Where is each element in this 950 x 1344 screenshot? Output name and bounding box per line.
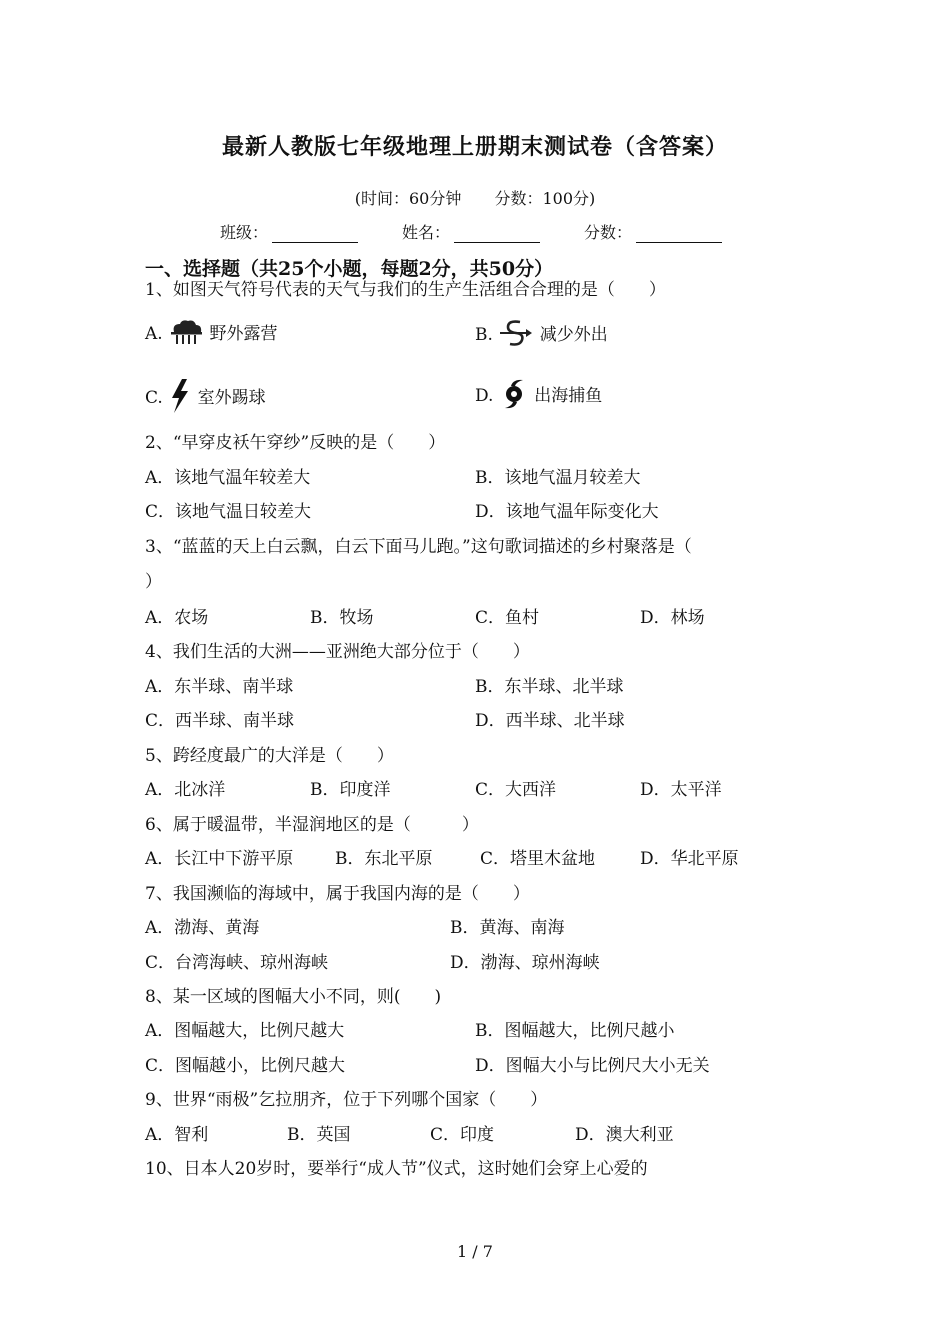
q1-option-a-letter: A.	[145, 324, 163, 344]
q6-option-a: A．长江中下游平原	[145, 849, 294, 869]
question-2: 2、“早穿皮袄午穿纱”反映的是（ ）	[145, 433, 446, 453]
q9-option-d: D．澳大利亚	[575, 1125, 674, 1145]
q1-option-c-letter: C.	[145, 388, 163, 408]
q1-option-d-letter: D.	[475, 386, 494, 406]
q1-option-b-text: 减少外出	[539, 325, 608, 345]
q2-option-d: D．该地气温年际变化大	[475, 502, 659, 522]
question-3: 3、“蓝蓝的天上白云飘，白云下面马儿跑。”这句歌词描述的乡村聚落是（	[145, 537, 692, 557]
class-label: 班级：	[220, 223, 269, 242]
question-10: 10、日本人20岁时，要举行“成人节”仪式，这时她们会穿上心爱的	[145, 1159, 648, 1179]
score-label: 分数：	[584, 223, 633, 242]
lightning-icon	[168, 378, 192, 419]
q4-option-d: D．西半球、北半球	[475, 711, 625, 731]
q8-option-c: C．图幅越小，比例尺越大	[145, 1056, 346, 1076]
q7-option-c: C．台湾海峡、琼州海峡	[145, 953, 329, 973]
class-field	[220, 220, 358, 243]
question-1: 1、如图天气符号代表的天气与我们的生产生活组合合理的是（ ）	[145, 280, 666, 300]
question-4: 4、我们生活的大洲——亚洲绝大部分位于（ ）	[145, 642, 530, 662]
q1-option-d-text: 出海捕鱼	[534, 386, 603, 406]
q1-option-b	[475, 318, 608, 353]
q1-option-d	[475, 378, 602, 415]
name-blank	[454, 224, 540, 243]
q2-option-a: A．该地气温年较差大	[145, 468, 311, 488]
page-title: 最新人教版七年级地理上册期末测试卷（含答案）	[221, 134, 728, 160]
q6-option-b: B．东北平原	[335, 849, 433, 869]
q5-option-a: A．北冰洋	[145, 780, 226, 800]
q7-option-a: A．渤海、黄海	[145, 918, 260, 938]
q8-option-d: D．图幅大小与比例尺大小无关	[475, 1056, 710, 1076]
q5-option-d: D．太平洋	[640, 780, 722, 800]
question-7: 7、我国濒临的海域中，属于我国内海的是（ ）	[145, 884, 530, 904]
q9-option-b: B．英国	[287, 1125, 351, 1145]
q3-option-d: D．林场	[640, 608, 705, 628]
q1-option-a	[145, 318, 278, 351]
q1-option-b-letter: B.	[475, 325, 493, 345]
q3-option-c: C．鱼村	[475, 608, 540, 628]
sandstorm-icon	[498, 318, 534, 353]
q9-option-a: A．智利	[145, 1125, 209, 1145]
name-label: 姓名：	[402, 223, 451, 242]
page-number: 1 / 7	[457, 1242, 493, 1261]
question-9: 9、世界“雨极”乞拉朋齐，位于下列哪个国家（ ）	[145, 1090, 548, 1110]
question-6: 6、属于暖温带，半湿润地区的是（ ）	[145, 815, 479, 835]
name-field	[402, 220, 540, 243]
q2-option-c: C．该地气温日较差大	[145, 502, 312, 522]
question-5: 5、跨经度最广的大洋是（ ）	[145, 746, 394, 766]
q1-option-c	[145, 378, 266, 419]
q8-option-a: A．图幅越大，比例尺越大	[145, 1021, 345, 1041]
q4-option-a: A．东半球、南半球	[145, 677, 294, 697]
q1-option-c-text: 室外踢球	[197, 388, 266, 408]
q4-option-b: B．东半球、北半球	[475, 677, 624, 697]
q5-option-b: B．印度洋	[310, 780, 391, 800]
q6-option-c: C．塔里木盆地	[480, 849, 596, 869]
q6-option-d: D．华北平原	[640, 849, 739, 869]
q7-option-d: D．渤海、琼州海峡	[450, 953, 600, 973]
q1-option-a-text: 野外露营	[209, 324, 278, 344]
question-8: 8、某一区域的图幅大小不同，则( )	[145, 987, 442, 1007]
exam-info	[0, 186, 950, 209]
rain-cloud-icon	[168, 318, 204, 351]
q4-option-c: C．西半球、南半球	[145, 711, 295, 731]
q3-option-a: A．农场	[145, 608, 209, 628]
exam-total-score: 分数：100分)	[494, 189, 596, 208]
q9-option-c: C．印度	[430, 1125, 495, 1145]
typhoon-icon	[499, 378, 529, 415]
question-3-end: ）	[145, 572, 162, 592]
exam-time: (时间：60分钟	[354, 189, 462, 208]
section-heading: 一、选择题（共25个小题，每题2分，共50分）	[145, 258, 554, 280]
q7-option-b: B．黄海、南海	[450, 918, 565, 938]
score-blank	[636, 224, 722, 243]
q8-option-b: B．图幅越大，比例尺越小	[475, 1021, 675, 1041]
score-field	[584, 220, 722, 243]
class-blank	[272, 224, 358, 243]
q3-option-b: B．牧场	[310, 608, 374, 628]
q5-option-c: C．大西洋	[475, 780, 557, 800]
q2-option-b: B．该地气温月较差大	[475, 468, 641, 488]
